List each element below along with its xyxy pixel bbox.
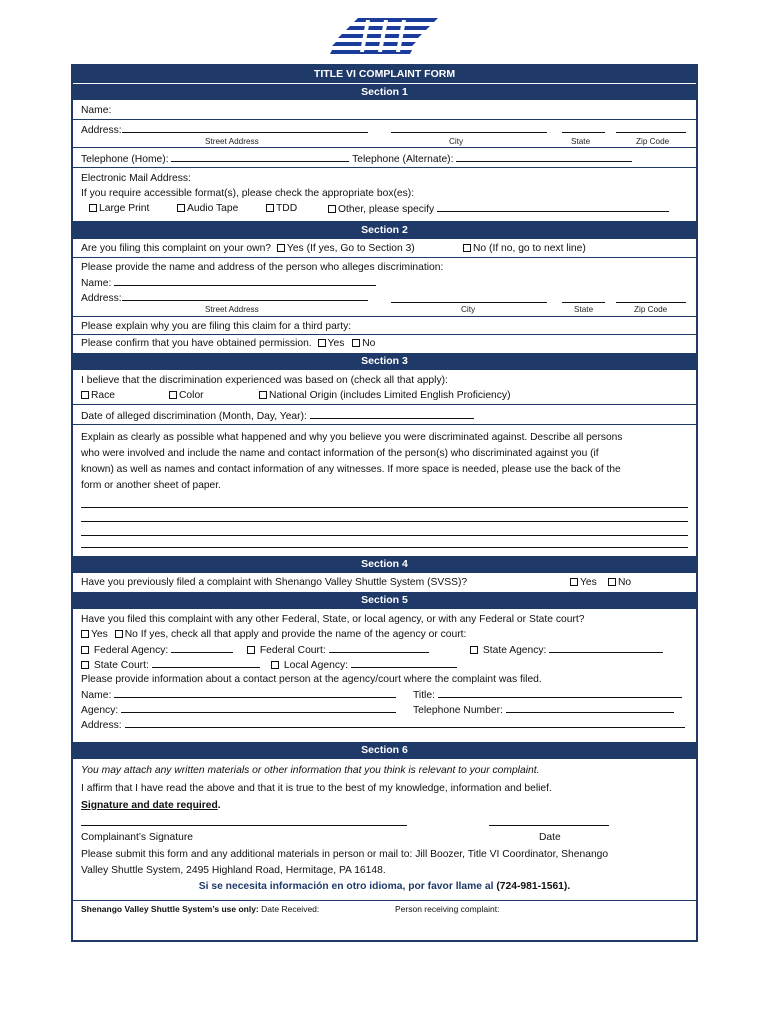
sub-street: Street Address <box>205 137 259 146</box>
attach-text: You may attach any written materials or other information that you think is relevant to your complaint. <box>81 765 540 776</box>
sub-state: State <box>571 137 591 146</box>
zip-blank[interactable] <box>616 122 686 133</box>
race-checkbox[interactable] <box>81 391 89 399</box>
own-behalf-row <box>73 239 696 258</box>
date-row <box>73 405 696 425</box>
name-row[interactable] <box>73 100 696 120</box>
prev-yes-checkbox[interactable] <box>570 578 578 586</box>
tp-name-label: Name: <box>81 278 112 289</box>
tp-zip-blank[interactable] <box>616 292 686 303</box>
own-no-checkbox[interactable] <box>463 244 471 252</box>
other-option[interactable]: Other, please specify <box>328 201 669 216</box>
section-3-header: Section 3 <box>73 353 696 370</box>
own-yes-label: Yes (If yes, Go to Section 3) <box>286 243 415 254</box>
federal-agency-checkbox[interactable] <box>81 646 89 654</box>
spanish-line <box>81 879 688 895</box>
tp-state-blank[interactable] <box>562 292 605 303</box>
spanish-text: Si se necesita información en otro idioma, por favor llame al <box>198 881 494 892</box>
date-received-label: Date Received: <box>261 904 320 914</box>
contact-title-label: Title: <box>413 690 435 701</box>
explain-line-2: who were involved and include the name and contact information of the person(s) who discriminated against you (if <box>81 448 599 459</box>
form-title: TITLE VI COMPLAINT FORM <box>73 66 696 83</box>
sub-city: City <box>449 137 464 146</box>
basis-row <box>73 370 696 405</box>
state-agency-checkbox[interactable] <box>470 646 478 654</box>
own-yes-checkbox[interactable] <box>277 244 285 252</box>
explain-blank-3[interactable] <box>81 522 688 536</box>
tp-address-label: Address: <box>81 293 122 304</box>
signature-date-blank[interactable] <box>489 815 609 826</box>
prev-yes-option[interactable]: Yes <box>570 575 597 590</box>
section-2-header: Section 2 <box>73 222 696 239</box>
office-use-label: Shenango Valley Shuttle System’s use only: <box>81 904 259 914</box>
address-label: Address: <box>81 125 122 136</box>
explain-row <box>73 425 696 556</box>
explain-third-party-text: Please explain why you are filing this claim for a third party: <box>81 321 352 332</box>
contact-agency-label: Agency: <box>81 705 119 716</box>
person-receiving-label: Person receiving complaint: <box>395 904 500 914</box>
state-court-checkbox[interactable] <box>81 661 89 669</box>
state-court-option[interactable]: State Court: <box>81 657 260 672</box>
own-no-option[interactable]: No (If no, go to next line) <box>463 241 586 256</box>
federal-agency-option[interactable]: Federal Agency: <box>81 642 233 657</box>
contact-agency-blank[interactable] <box>121 702 396 713</box>
sub-zip: Zip Code <box>636 137 670 146</box>
svss-logo <box>330 16 440 56</box>
complaint-form <box>71 64 698 942</box>
contact-phone-label: Telephone Number: <box>413 705 503 716</box>
contact-text: Please provide information about a contact person at the agency/court where the complaint was filed. <box>81 674 542 685</box>
race-option[interactable]: Race <box>81 388 115 403</box>
color-option[interactable]: Color <box>169 388 204 403</box>
date-blank[interactable] <box>310 408 474 419</box>
signature-block: You may attach any written materials or other information that you think is relevant to your complaint. I affirm that I have read the above and that it is true to the best of my knowledge, information and belief. Signature and date required. Complainant’s Signature Date Please submit this form and any additional materials in person or mail to: Jill Boozer, Title VI Coordinator, Shenango Valley Shuttle System, 2495 Highland Road, Hermitage, PA 16148. Si se necesita información en otro idioma, por favor llame al (724-981-1561). <box>73 759 696 901</box>
own-question: Are you filing this complaint on your own? <box>81 243 272 254</box>
tp-street-blank[interactable] <box>122 290 368 301</box>
state-agency-option[interactable]: State Agency: <box>470 642 663 657</box>
office-use-row <box>73 901 696 918</box>
federal-court-checkbox[interactable] <box>247 646 255 654</box>
city-blank[interactable] <box>391 122 547 133</box>
contact-phone-blank[interactable] <box>506 702 674 713</box>
previous-complaint-row <box>73 573 696 592</box>
prev-no-option[interactable]: No <box>608 575 631 590</box>
national-origin-checkbox[interactable] <box>259 391 267 399</box>
submit-line-2: Valley Shuttle System, 2495 Highland Road, Hermitage, PA 16148. <box>81 865 386 876</box>
tdd-checkbox[interactable] <box>266 204 274 212</box>
other-no-label: No If yes, check all that apply and provide the name of the agency or court: <box>124 629 467 640</box>
explain-blank-4[interactable] <box>81 536 688 548</box>
tel-home-label: Telephone (Home): <box>81 154 169 165</box>
explain-blank-2[interactable] <box>81 508 688 522</box>
tel-alt-label: Telephone (Alternate): <box>352 154 454 165</box>
prev-no-checkbox[interactable] <box>608 578 616 586</box>
federal-agency-blank[interactable] <box>171 642 233 653</box>
section-6-header: Section 6 <box>73 742 696 759</box>
explain-line-4: form or another sheet of paper. <box>81 480 221 491</box>
state-court-blank[interactable] <box>152 657 260 668</box>
tp-address-sublabels: Street Address City State Zip Code <box>205 305 668 314</box>
signature-required: Signature and date required <box>81 800 218 811</box>
other-agency-question: Have you filed this complaint with any other Federal, State, or local agency, or with any Federal or State court? <box>81 614 585 625</box>
large-print-checkbox[interactable] <box>89 204 97 212</box>
provide-text: Please provide the name and address of the person who alleges discrimination: <box>81 262 444 273</box>
tdd-option[interactable]: TDD <box>266 201 297 216</box>
name-label: Name: <box>81 105 112 116</box>
state-blank[interactable] <box>562 122 605 133</box>
other-blank[interactable] <box>437 201 669 212</box>
other-yes-checkbox[interactable] <box>81 630 89 638</box>
tp-name-blank[interactable] <box>114 275 376 286</box>
audio-tape-checkbox[interactable] <box>177 204 185 212</box>
permission-yes-label: Yes <box>327 338 345 349</box>
other-agency-block <box>73 609 696 742</box>
street-blank[interactable] <box>122 122 368 133</box>
local-agency-option[interactable]: Local Agency: <box>271 657 457 672</box>
signature-blank[interactable] <box>81 815 407 826</box>
state-agency-blank[interactable] <box>549 642 663 653</box>
permission-no-checkbox[interactable] <box>352 339 360 347</box>
signature-date-label: Date <box>539 832 561 843</box>
contact-address-label: Address: <box>81 720 122 731</box>
permission-text: Please confirm that you have obtained permission. <box>81 338 312 349</box>
basis-text: I believe that the discrimination experienced was based on (check all that apply): <box>81 375 448 386</box>
section-1-header: Section 1 <box>73 83 696 100</box>
address-row[interactable] <box>73 120 696 148</box>
tel-alt-blank[interactable] <box>456 151 632 162</box>
other-yes-label: Yes <box>91 629 108 640</box>
email-label: Electronic Mail Address: <box>81 173 191 184</box>
section-5-header: Section 5 <box>73 592 696 609</box>
local-agency-blank[interactable] <box>351 657 457 668</box>
accessible-text: If you require accessible format(s), please check the appropriate box(es): <box>81 188 415 199</box>
address-sublabels <box>81 137 688 147</box>
audio-tape-option[interactable]: Audio Tape <box>177 201 238 216</box>
tp-city-blank[interactable] <box>391 292 547 303</box>
other-no-checkbox[interactable] <box>115 630 123 638</box>
affirm-text: I affirm that I have read the above and that it is true to the best of my knowledge, information and belief. <box>81 783 552 794</box>
telephone-row[interactable] <box>73 148 696 168</box>
spanish-phone: (724-981-1561). <box>496 881 571 892</box>
explain-line-1: Explain as clearly as possible what happened and why you believe you were discriminated against. Describe all persons <box>81 432 623 443</box>
contact-name-label: Name: <box>81 690 112 701</box>
color-checkbox[interactable] <box>169 391 177 399</box>
third-party-row <box>73 258 696 317</box>
local-agency-checkbox[interactable] <box>271 661 279 669</box>
address-line <box>81 122 688 137</box>
section-4-header: Section 4 <box>73 556 696 573</box>
date-label: Date of alleged discrimination (Month, Day, Year): <box>81 411 307 422</box>
federal-court-blank[interactable] <box>329 642 429 653</box>
permission-no-label: No <box>362 338 376 349</box>
complainant-signature-label: Complainant’s Signature <box>81 832 193 843</box>
explain-line-3: known) as well as names and contact information of any witnesses. If more space is needed, please use the back of the <box>81 464 621 475</box>
tel-home-blank[interactable] <box>171 151 349 162</box>
contact-name-blank[interactable] <box>114 687 396 698</box>
federal-court-option[interactable]: Federal Court: <box>247 642 429 657</box>
permission-yes-checkbox[interactable] <box>318 339 326 347</box>
email-accessible-row <box>73 168 696 222</box>
previous-question: Have you previously filed a complaint with Shenango Valley Shuttle System (SVSS)? <box>81 577 468 588</box>
explain-third-party-row[interactable] <box>73 317 696 335</box>
submit-line-1: Please submit this form and any additional materials in person or mail to: Jill Boozer, Title VI Coordinator, Shenango <box>81 849 609 860</box>
contact-address-blank[interactable] <box>125 717 685 728</box>
permission-row <box>73 335 696 353</box>
large-print-option[interactable]: Large Print <box>89 201 149 216</box>
contact-title-blank[interactable] <box>438 687 682 698</box>
explain-blank-1[interactable] <box>81 494 688 508</box>
national-origin-option[interactable]: National Origin (includes Limited English Proficiency) <box>259 388 511 403</box>
other-checkbox[interactable] <box>328 205 336 213</box>
